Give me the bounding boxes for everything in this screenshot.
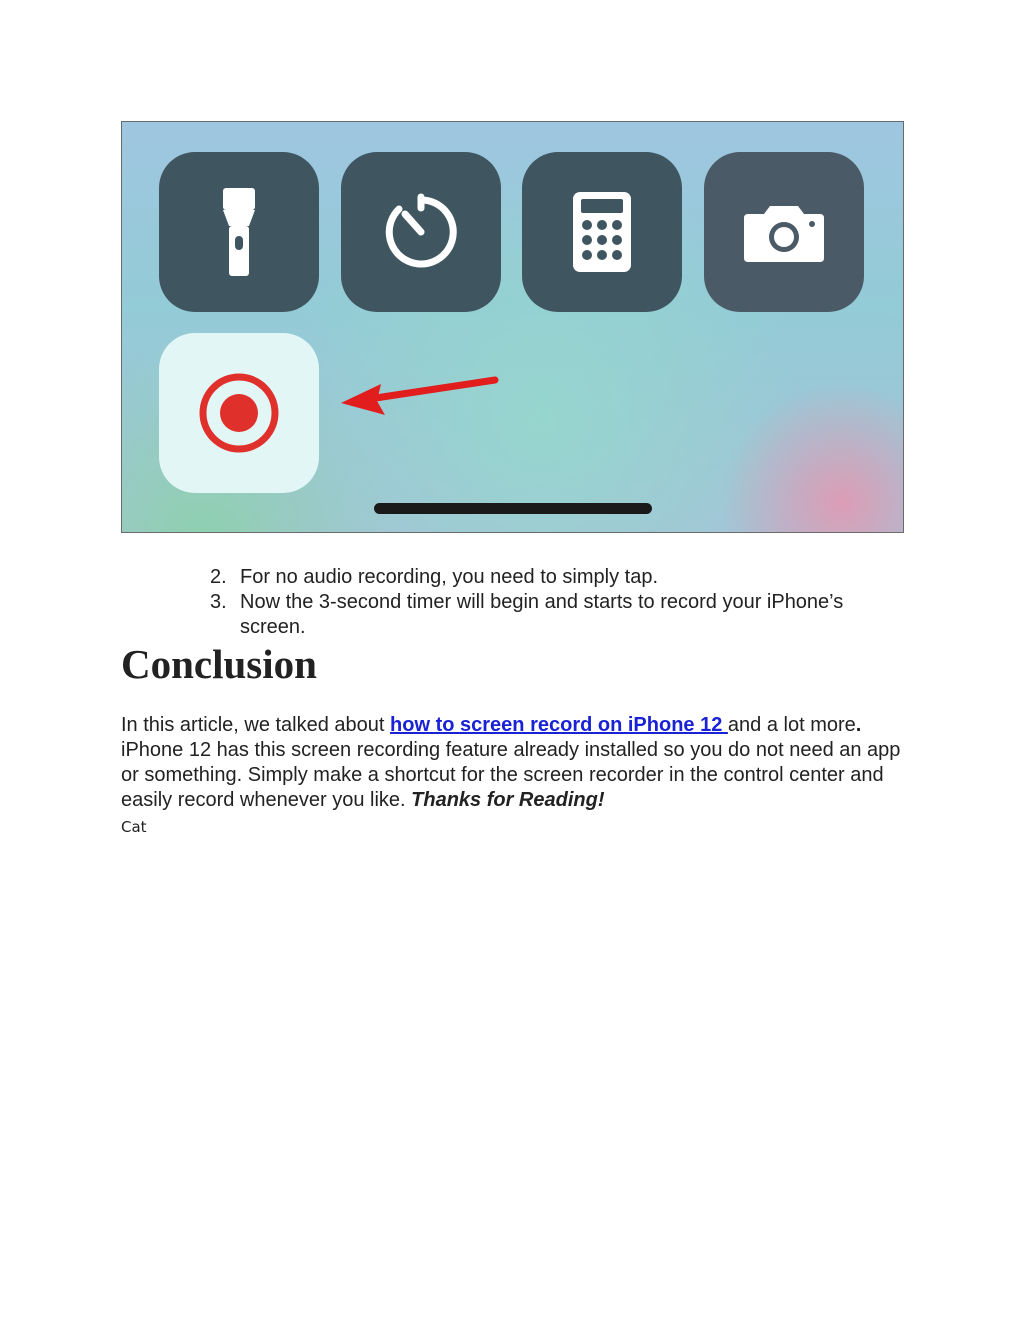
- body-text: iPhone 12 has this screen recording feature already installed so you do not need an app or something. Simply make a shortcut for the screen recorder in the control center and easily record whenever you like.: [121, 739, 901, 811]
- timer-icon: [381, 192, 461, 272]
- footer-text: Cat: [121, 818, 147, 836]
- thanks-text: Thanks for Reading!: [411, 789, 605, 811]
- list-text: For no audio recording, you need to simply tap.: [240, 566, 659, 588]
- steps-list: [210, 565, 910, 640]
- list-number: 2.: [210, 566, 227, 588]
- flashlight-tile: [159, 152, 319, 312]
- screen-record-icon: [194, 368, 284, 458]
- conclusion-heading: Conclusion: [121, 641, 317, 687]
- list-text: Now the 3-second timer will begin and starts to record your iPhone’s screen.: [240, 591, 844, 638]
- camera-tile: [704, 152, 864, 312]
- after-link-text: and a lot more: [727, 714, 856, 736]
- article-link[interactable]: how to screen record on iPhone 12: [390, 714, 728, 736]
- home-indicator-bar: [374, 503, 652, 514]
- calculator-tile: [522, 152, 682, 312]
- list-item: [210, 565, 910, 590]
- screen-record-tile: [159, 333, 319, 493]
- red-arrow-icon: [337, 374, 507, 424]
- camera-icon: [742, 200, 826, 264]
- flashlight-icon: [209, 182, 269, 282]
- bold-period: .: [855, 714, 862, 736]
- timer-tile: [341, 152, 501, 312]
- intro-text: In this article, we talked about: [121, 714, 391, 736]
- conclusion-paragraph: [121, 713, 911, 813]
- list-item: [210, 590, 910, 640]
- calculator-icon: [571, 190, 633, 274]
- list-number: 3.: [210, 591, 227, 613]
- control-center-screenshot: [121, 121, 904, 533]
